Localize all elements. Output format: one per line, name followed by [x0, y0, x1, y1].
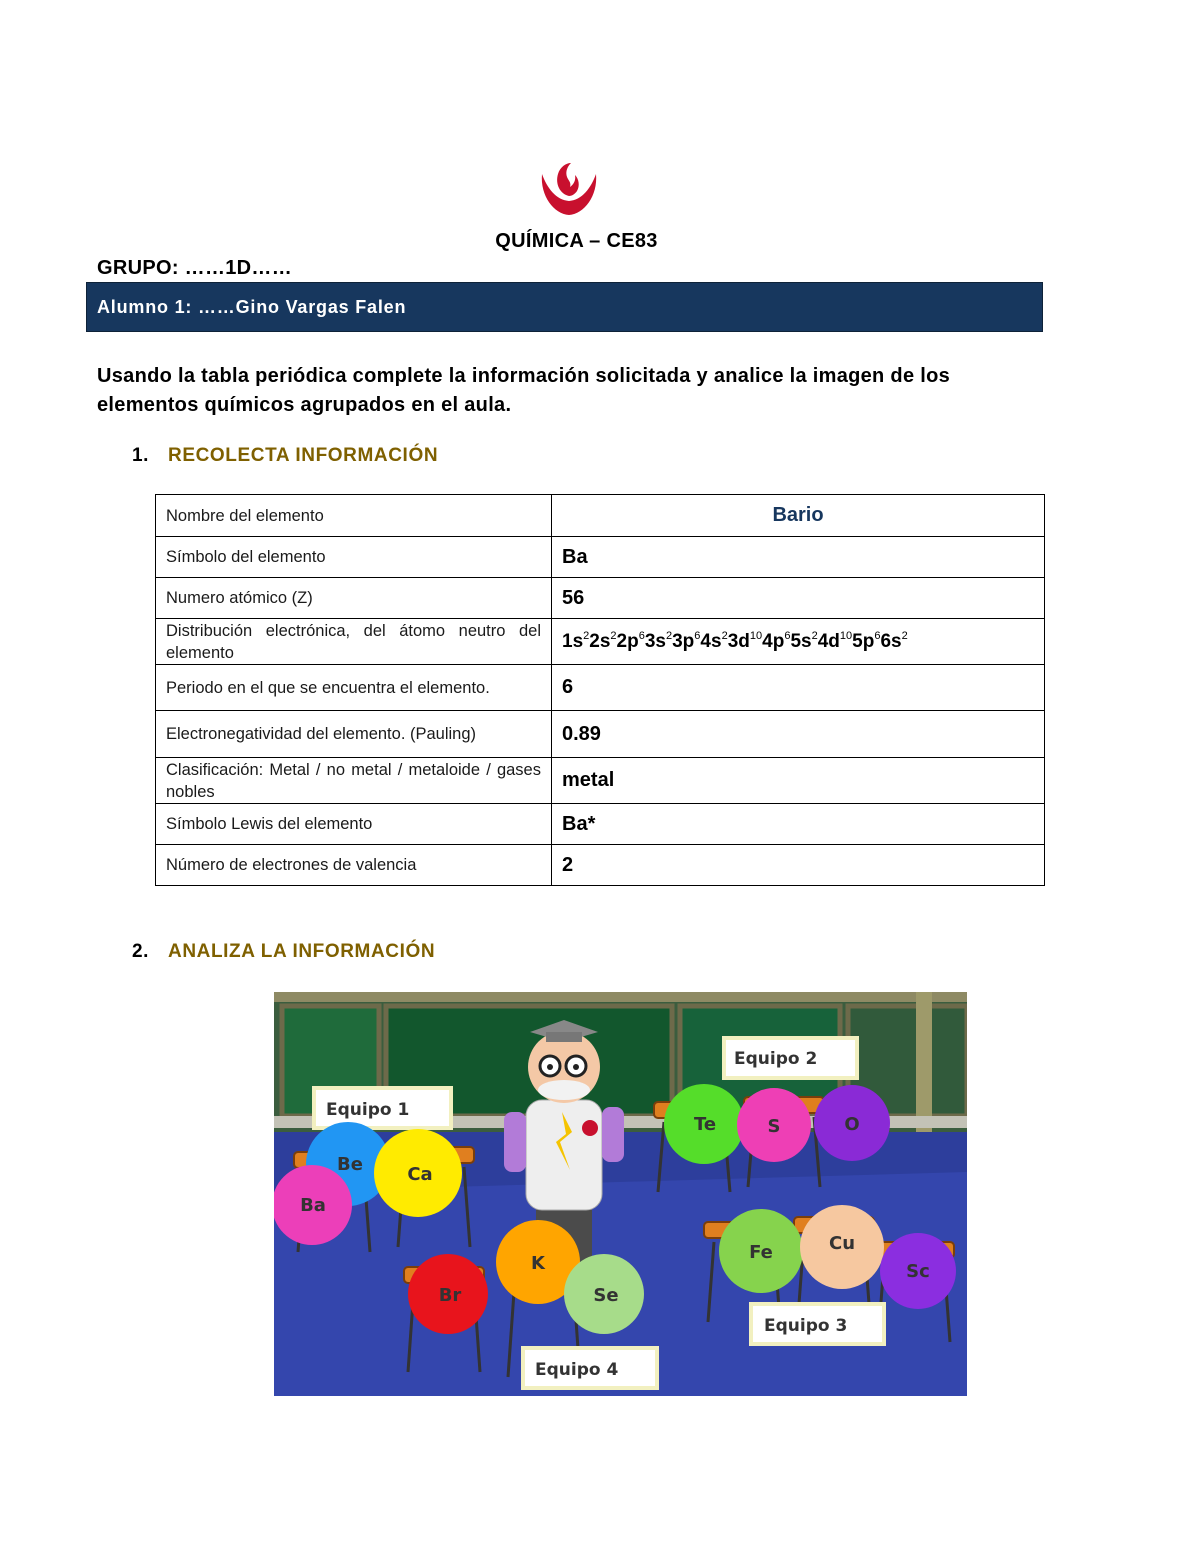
row-value: 2: [552, 845, 1045, 886]
row-value: Ba: [552, 537, 1045, 578]
element-symbol: K: [531, 1253, 545, 1274]
table-row: [156, 578, 1045, 619]
element-symbol: Ba: [300, 1195, 326, 1216]
row-label: Símbolo Lewis del elemento: [156, 804, 552, 845]
table-row: [156, 758, 1045, 804]
section-label: ANALIZA LA INFORMACIÓN: [168, 941, 436, 962]
element-symbol: Cu: [828, 1233, 856, 1254]
row-label: Distribución electrónica, del átomo neutro del elemento: [156, 619, 552, 665]
row-label: Periodo en el que se encuentra el elemento.: [156, 665, 552, 711]
table-row: [156, 804, 1045, 845]
team-label: Equipo 4: [535, 1360, 619, 1380]
student-banner: [86, 282, 1043, 332]
classroom-illustration: [274, 992, 967, 1396]
row-label: Numero atómico (Z): [156, 578, 552, 619]
table-row: [156, 665, 1045, 711]
row-label: Electronegatividad del elemento. (Pauling): [156, 711, 552, 758]
table-row: [156, 711, 1045, 758]
student-name: Alumno 1: ……Gino Vargas Falen: [97, 297, 407, 317]
row-label: Símbolo del elemento: [156, 537, 552, 578]
section-number: 2.: [132, 941, 150, 962]
upc-logo: [538, 160, 600, 218]
row-value: Bario: [552, 495, 1045, 537]
row-label: Nombre del elemento: [156, 495, 552, 537]
row-value: metal: [552, 758, 1045, 804]
element-symbol: Br: [438, 1285, 462, 1306]
page-title: QUÍMICA – CE83: [495, 230, 658, 252]
row-value: 6: [552, 665, 1045, 711]
element-symbol: Sc: [906, 1261, 930, 1282]
team-label: Equipo 1: [326, 1100, 410, 1120]
instructions: Usando la tabla periódica complete la información solicitada y analice la imagen de los elementos químicos agrupados en el aula.: [97, 365, 951, 416]
table-row: [156, 619, 1045, 665]
section-heading-1: [132, 445, 438, 467]
table-row: [156, 845, 1045, 886]
team-label: Equipo 2: [734, 1049, 818, 1069]
row-label: Clasificación: Metal / no metal / metaloide / gases nobles: [156, 758, 552, 804]
group-label: GRUPO: ……1D……: [97, 257, 293, 279]
row-value: Ba*: [552, 804, 1045, 845]
element-symbol: Be: [337, 1154, 363, 1175]
team-label: Equipo 3: [764, 1316, 848, 1336]
element-info-table: [155, 494, 1045, 886]
table-row: [156, 495, 1045, 537]
row-value: 56: [552, 578, 1045, 619]
electron-configuration: $1s^22s^22p^63s^23p^64s^23d^{10}4p^65s^24d^{10}5p^66s^2$: [552, 619, 1045, 665]
element-symbol: Te: [693, 1114, 717, 1135]
row-label: Número de electrones de valencia: [156, 845, 552, 886]
element-symbol: O: [844, 1114, 860, 1135]
element-symbol: S: [767, 1116, 781, 1137]
element-symbol: Se: [593, 1285, 619, 1306]
element-symbol: Fe: [749, 1242, 773, 1263]
row-value: 0.89: [552, 711, 1045, 758]
element-symbol: Ca: [407, 1164, 433, 1185]
section-number: 1.: [132, 445, 150, 466]
section-label: RECOLECTA INFORMACIÓN: [168, 445, 439, 466]
table-row: [156, 537, 1045, 578]
section-heading-2: [132, 941, 435, 963]
